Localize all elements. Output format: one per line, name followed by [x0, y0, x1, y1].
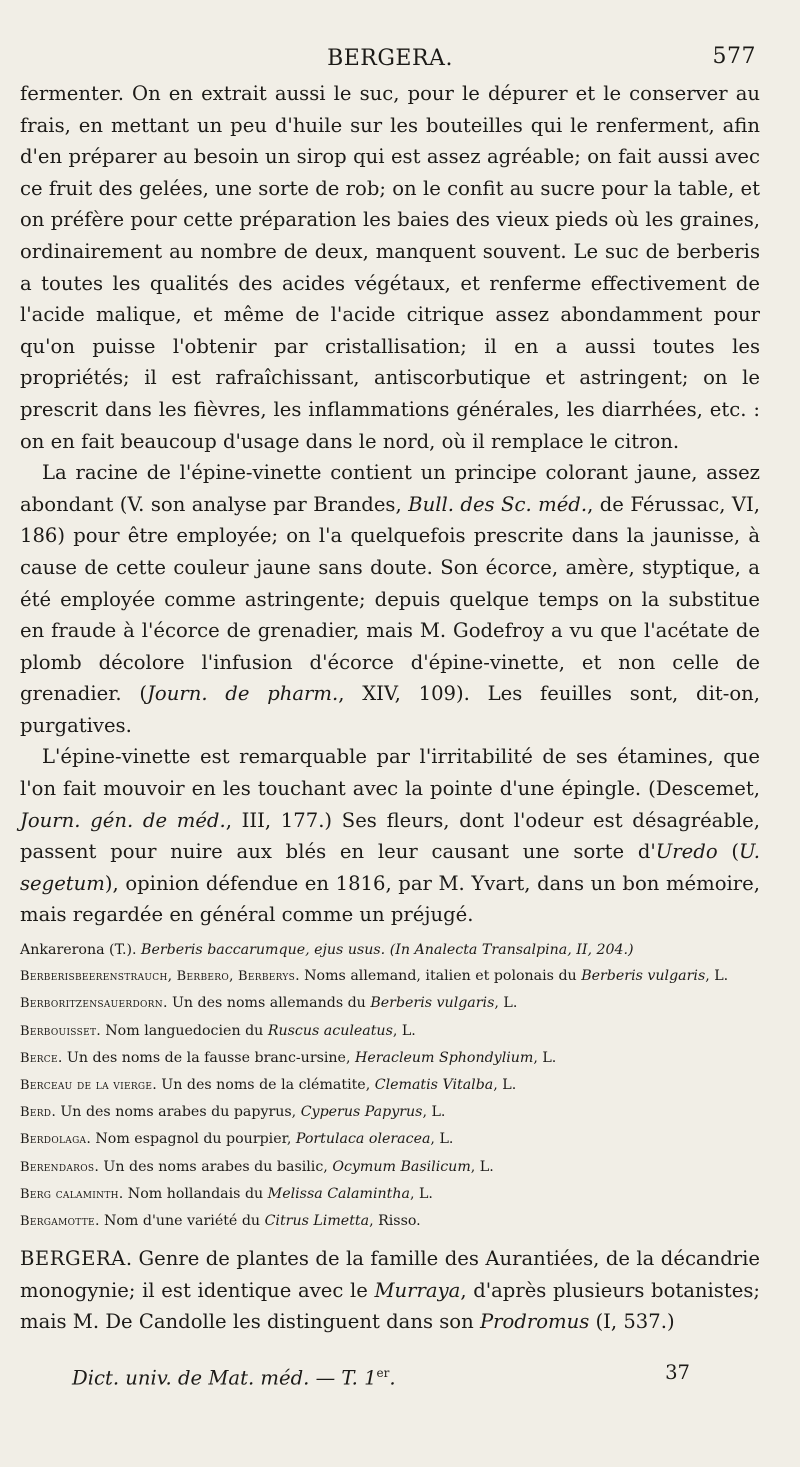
entry-text: , L. [533, 1049, 557, 1066]
paragraph-2-text: , XIV, 109). Les feuilles sont, dit-on, purgatives. [20, 682, 760, 737]
entry-head: Berceau de la vierge [20, 1078, 153, 1094]
page-number: 577 [712, 44, 756, 69]
entry-berg-calaminth [20, 1181, 760, 1208]
entry-text: , d'après plusieurs botanistes; mais M. De Candolle les distinguent dans son [20, 1278, 760, 1334]
entry-berbouisset [20, 1018, 760, 1045]
entry-text: . Nom languedocien du [96, 1022, 268, 1039]
page-footer [20, 1358, 760, 1388]
page-header [20, 38, 760, 74]
paragraph-2-text: , de Férussac, VI, 186) pour être employée; on l'a quelquefois prescrite dans la jaunisse, à cause de cette couleur jaune sans doute. Son écorce, amère, styptique, a été employée comme astringente; depuis quelque temps on la substitue en fraude à l'écorce de grenadier, mais M. Godefroy a vu que l'acétate de plomb décolore l'infusion d'écorce d'épine-vinette, et non celle de grenadier. ( [20, 492, 760, 706]
entry-italic: Ocymum Basilicum [332, 1158, 471, 1175]
entry-text: (I, 537.) [589, 1310, 675, 1334]
signature-text: Dict. univ. de Mat. méd. — T. 1 [72, 1366, 377, 1390]
entry-bergamotte [20, 1208, 760, 1235]
term-murraya: Murraya [374, 1278, 461, 1302]
entry-head: Berbero [176, 969, 229, 985]
entry-head: Berendaros [20, 1159, 95, 1175]
paragraph-3-text: , III, 177.) Ses fleurs, dont l'odeur est désagréable, passent pour nuire aux blés en leur causant une sorte d' [20, 808, 760, 864]
entry-berce [20, 1045, 760, 1072]
entry-italic: Clematis Vitalba [374, 1077, 494, 1094]
entry-text: . Genre de plantes de la famille des Aurantiées, de la décandrie monogynie; il est identique avec le [20, 1247, 760, 1302]
entry-italic: Citrus Limetta [264, 1213, 370, 1230]
paragraph-3 [20, 741, 760, 931]
entry-text: . Un des noms arabes du basilic, [94, 1158, 333, 1175]
entry-text: . Noms allemand, italien et polonais du [295, 968, 582, 985]
entry-text: . Un des noms allemands du [162, 995, 371, 1012]
entry-text: , L. [493, 1077, 517, 1094]
entry-italic: Berberis baccarumque, ejus usus. (In Analecta Transalpina, II, 204.) [141, 942, 634, 959]
entry-italic: Portulaca oleracea [295, 1131, 431, 1148]
entry-head: Berg calaminth [20, 1186, 119, 1202]
entry-head: Berboritzensauerdorn [20, 996, 163, 1012]
entry-text: , L. [409, 1185, 433, 1202]
paragraph-3-text: L'épine-vinette est remarquable par l'irritabilité de ses étamines, que l'on fait mouvoir en les touchant avec la pointe d'une épingle. (Descemet, [20, 745, 760, 801]
entry-head: Berbouisset [20, 1023, 97, 1039]
entry-italic: Melissa Calamintha [267, 1185, 410, 1202]
entry-italic: Heracleum Sphondylium [354, 1049, 534, 1066]
entry-italic: Berberis vulgaris [581, 968, 706, 985]
entry-text: . Un des noms de la clématite, [152, 1077, 375, 1094]
entry-italic: Cyperus Papyrus [300, 1104, 423, 1121]
paragraph-2-text: La racine de l'épine-vinette contient un principe colorant jaune, assez abondant (V. son analyse par Brandes, [20, 461, 760, 516]
entry-head: Berd [20, 1105, 52, 1121]
entry-berd [20, 1099, 760, 1126]
citation-journ-pharm: Journ. de pharm. [147, 682, 339, 706]
entry-text: , [229, 968, 239, 985]
paragraph-2 [20, 457, 760, 741]
term-uredo: Uredo [655, 840, 718, 864]
citation-bull-sc-med: Bull. des Sc. méd. [408, 492, 588, 516]
entry-ankarerona [20, 937, 760, 963]
book-page [20, 38, 760, 1388]
entry-head: Ankarerona (T.). [20, 942, 142, 959]
entry-text: , Risso. [369, 1213, 421, 1230]
entry-text: . Un des noms de la fausse branc-ursine, [57, 1049, 355, 1066]
entry-text: . Un des noms arabes du papyrus, [51, 1104, 301, 1121]
entry-text: , L. [705, 968, 729, 985]
entry-berendaros [20, 1154, 760, 1181]
paragraph-3-text: ( [717, 840, 740, 864]
term-prodromus: Prodromus [479, 1310, 590, 1334]
paragraph-1: fermenter. On en extrait aussi le suc, pour le dépurer et le conserver au frais, en mettant un peu d'huile sur les bouteilles qui le renferment, afin d'en préparer au besoin un sirop qui est assez agréable; on fait aussi avec ce fruit des gelées, une sorte de rob; on le confit au sucre pour la table, et on préfère pour cette préparation les baies des vieux pieds où les graines, ordinairement au nombre de deux, manquent souvent. Le suc de berberis a toutes les qualités des acides végétaux, et renferme effectivement de l'acide malique, et même de l'acide citrique assez abondamment pour qu'on puisse l'obtenir par cristallisation; il en a aussi toutes les propriétés; il est rafraîchissant, antiscorbutique et astringent; on le prescrit dans les fièvres, les inflammations générales, les diarrhées, etc. : on en fait beaucoup d'usage dans le nord, où il remplace le citron. [20, 82, 760, 453]
entry-text: , L. [392, 1022, 416, 1039]
signature-end: . [389, 1366, 396, 1390]
entry-head: Berdolaga [20, 1132, 87, 1148]
main-text [20, 78, 760, 931]
signature-superscript: er [376, 1365, 390, 1380]
entry-text: , L. [470, 1158, 494, 1175]
entry-italic: Berberis vulgaris [370, 995, 495, 1012]
entry-head: Berce [20, 1050, 58, 1066]
entry-text: , L. [494, 995, 518, 1012]
entry-text: . Nom espagnol du pourpier, [86, 1131, 296, 1148]
entry-text: , L. [430, 1131, 454, 1148]
entry-text: , L. [422, 1104, 446, 1121]
entry-head: Bergamotte [20, 1214, 95, 1230]
entry-text: , [167, 968, 177, 985]
dictionary-entries [20, 937, 760, 1235]
entry-italic: Ruscus aculeatus [267, 1022, 393, 1039]
entry-berboritzensauerdorn [20, 990, 760, 1017]
citation-journ-gen-med: Journ. gén. de méd. [20, 808, 226, 832]
entry-head-bergera: BERGERA [20, 1247, 126, 1271]
entry-berceau-de-la-vierge [20, 1072, 760, 1099]
entry-berberisbeerenstrauch [20, 963, 760, 990]
entry-text: . Nom hollandais du [118, 1185, 268, 1202]
entry-head: Berberisbeerenstrauch [20, 969, 168, 985]
entry-head: Berberys [238, 969, 296, 985]
signature-line [72, 1358, 396, 1394]
running-title: BERGERA. [327, 46, 453, 71]
sheet-number: 37 [665, 1360, 690, 1384]
paragraph-3-text: ), opinion défendue en 1816, par M. Yvart, dans un bon mémoire, mais regardée en général comme un préjugé. [20, 871, 760, 927]
entry-text: . Nom d'une variété du [94, 1213, 265, 1230]
term-u-segetum: U. segetum [20, 840, 760, 895]
entry-bergera [20, 1243, 760, 1338]
entry-berdolaga [20, 1126, 760, 1153]
